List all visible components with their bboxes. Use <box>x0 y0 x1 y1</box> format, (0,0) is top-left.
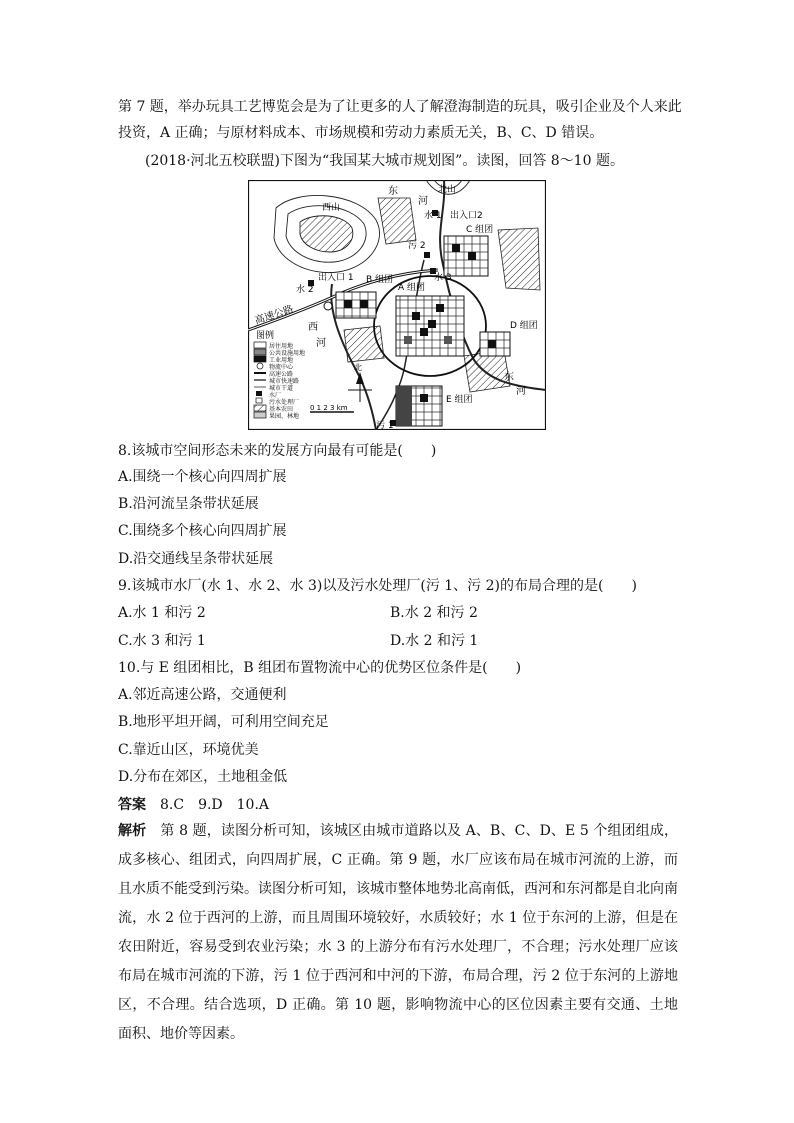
group-e <box>396 386 442 426</box>
q9-option-c: C.水 3 和污 1 <box>118 633 206 649</box>
map-label-west-river-he: 河 <box>316 338 326 349</box>
q10-option-c: C.靠近山区，环境优美 <box>118 742 259 758</box>
map-label-east-river-dong: 东 <box>504 372 514 383</box>
map-label-d-group: D 组团 <box>510 321 538 331</box>
map-label-river-1: 河 <box>418 196 428 207</box>
q10-option-d: D.分布在郊区，土地租金低 <box>118 769 288 785</box>
map-label-west-river-xi: 西 <box>308 322 318 333</box>
q8-stem: 8.该城市空间形态未来的发展方向最有可能是( ) <box>118 443 437 459</box>
map-label-shui1: 水 1 <box>424 211 442 221</box>
q10-option-b: B.地形平坦开阔，可利用空间充足 <box>118 714 329 730</box>
legend-item-4: 高速公路 <box>269 371 294 378</box>
q9-option-b: B.水 2 和污 2 <box>390 605 478 621</box>
q9-option-a: A.水 1 和污 2 <box>118 605 206 621</box>
map-label-shui2: 水 2 <box>296 285 314 295</box>
legend-item-5: 城市快速路 <box>269 378 300 385</box>
intro-line-2: 投资，A 正确；与原材料成本、市场规模和劳动力素质无关，B、C、D 错误。 <box>118 125 604 141</box>
legend-item-9: 基本农田 <box>269 406 294 413</box>
map-label-exit2: 出入口2 <box>450 211 483 221</box>
map-label-e-group: E 组团 <box>446 395 473 405</box>
map-label-wu2: 污 2 <box>408 241 426 251</box>
legend-item-3: 物流中心 <box>269 364 294 371</box>
legend-item-1: 公共设施用地 <box>269 350 306 357</box>
map-label-c-group: C 组团 <box>466 225 494 235</box>
legend-item-0: 居住用地 <box>269 343 294 350</box>
legend-title: 图例 <box>256 331 275 341</box>
analysis-text: 第 8 题，读图分析可知，该城区由城市道路以及 A、B、C、D、E 5 个组团组成，成多核心、组团式，向四周扩展，C 正确。第 9 题，水厂应该布局在城市河流的上游，而且水质不能受到污染。读图分析可知，该城市整体地势北高南低，西河和东河都是自北向南流，水 2 位于西河的上游，而且周围环境较好，水质较好；水 1 位于东河的上游，但是在农田附近，容易受到农业污染；水 3 的上游分布有污水处理厂，不合理；污水处理厂应该布局在城市河流的下游，污 1 位于西河和中河的下游，布局合理，污 2 位于东河的上游地区，不合理。结合选项，D 正确。第 10 题，影响物流中心的区位因素主要有交通、土地面积、地价等因素。 <box>118 823 679 1042</box>
question-source: (2018·河北五校联盟)下图为“我国某大城市规划图”。读图，回答 8～10 题。 <box>145 153 624 169</box>
map-label-east-river-he: 河 <box>516 386 526 397</box>
group-a <box>396 296 464 356</box>
map-label-north-hill: 北山 <box>438 185 457 195</box>
map-label-shui3: 水 3 <box>434 273 452 283</box>
q8-option-d: D.沿交通线呈条带状延展 <box>118 551 274 567</box>
q8-option-c: C.围绕多个核心向四周扩展 <box>118 523 287 539</box>
map-label-highway: 高速公路 <box>253 304 295 327</box>
legend-item-7: 水厂 <box>269 392 282 399</box>
q10-stem: 10.与 E 组团相比，B 组团布置物流中心的优势区位条件是( ) <box>118 660 522 676</box>
legend-item-2: 工业用地 <box>269 357 294 364</box>
city-planning-map <box>248 180 546 430</box>
q8-option-a: A.围绕一个核心向四周扩展 <box>118 469 287 485</box>
wu2-marker <box>424 252 430 258</box>
map-label-exit1: 出入口 1 <box>318 273 354 283</box>
legend-item-8: 污水处理厂 <box>269 399 300 406</box>
q9-option-d: D.水 2 和污 1 <box>390 633 479 649</box>
q9-stem: 9.该城市水厂(水 1、水 2、水 3)以及污水处理厂(污 1、污 2)的布局合理的是( ) <box>118 578 637 594</box>
map-label-a-group: A 组团 <box>398 283 426 293</box>
map-label-east: 东 <box>388 186 398 197</box>
answer-label: 答案 <box>118 797 146 813</box>
answer-line <box>118 795 269 815</box>
answer-text: 8.C 9.D 10.A <box>160 797 270 813</box>
q8-option-b: B.沿河流呈条带状延展 <box>118 496 259 512</box>
group-c <box>444 236 488 276</box>
group-d <box>480 332 510 356</box>
map-scale-label: 0 1 2 3 km <box>310 404 348 412</box>
analysis-paragraph <box>118 817 678 1049</box>
q10-option-a: A.邻近高速公路，交通便利 <box>118 687 287 703</box>
analysis-label: 解析 <box>118 823 147 839</box>
map-label-b-group: B 组团 <box>366 275 394 285</box>
intro-line-1: 第 7 题，举办玩具工艺博览会是为了让更多的人了解澄海制造的玩具，吸引企业及个人来此 <box>118 99 682 115</box>
map-label-wu1: 污 1 <box>376 421 394 430</box>
legend-item-6: 城市干道 <box>269 385 294 392</box>
map-label-west-mountain: 西山 <box>322 203 341 213</box>
legend-item-10: 果园、林地 <box>269 413 300 420</box>
map-label-north: 北 <box>354 363 362 372</box>
